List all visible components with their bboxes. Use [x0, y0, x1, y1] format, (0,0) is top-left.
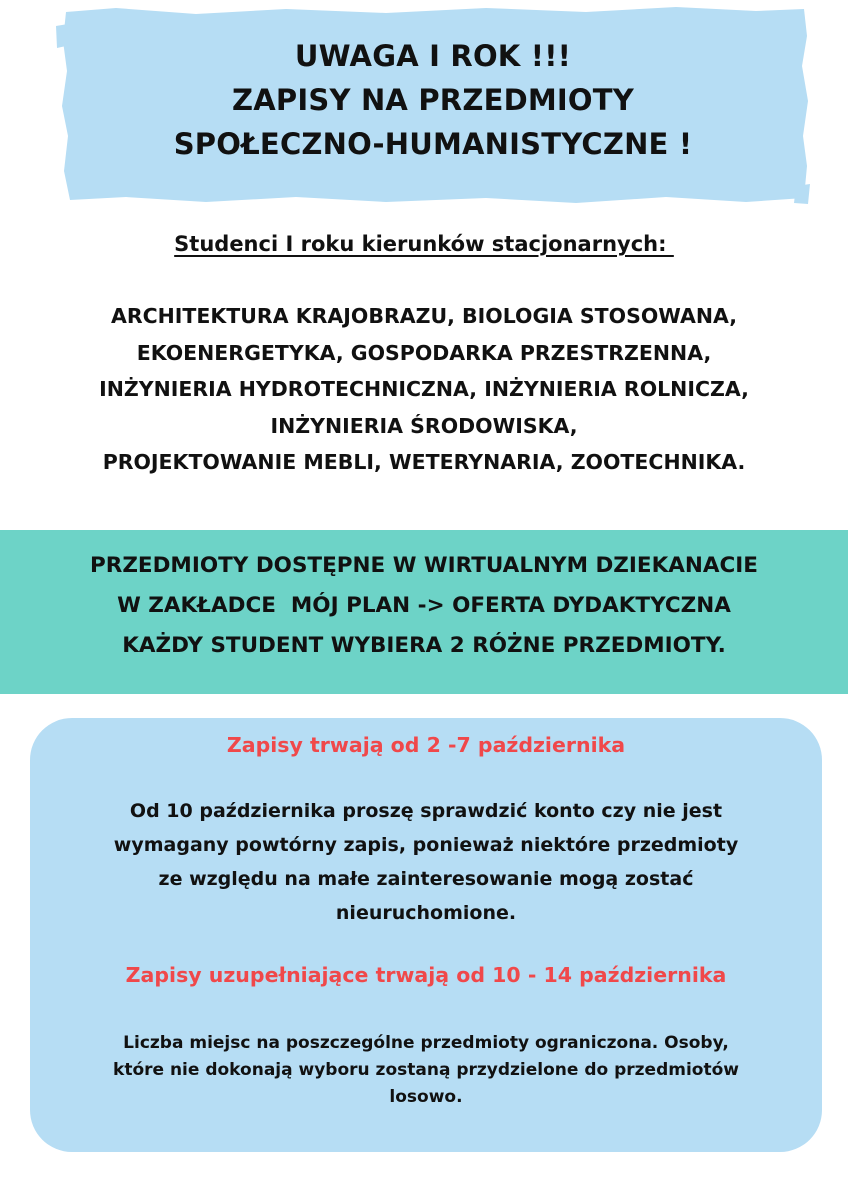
program-line: INŻYNIERIA HYDROTECHNICZNA, INŻYNIERIA ROLNICZA, [99, 377, 749, 401]
subtitle-heading [0, 228, 848, 260]
program-line: PROJEKTOWANIE MEBLI, WETERYNARIA, ZOOTECHNIKA. [102, 450, 746, 474]
check-notice-line: Od 10 października proszę sprawdzić konto czy nie jest [129, 800, 723, 822]
info-box-content [30, 718, 822, 1111]
enrollment-dates: Zapisy trwają od 2 -7 października [226, 733, 626, 757]
check-notice-line: nieuruchomione. [335, 902, 517, 924]
program-list [0, 298, 848, 481]
header-line-1: UWAGA I ROK !!! [294, 39, 572, 73]
teal-band-line-1: PRZEDMIOTY DOSTĘPNE W WIRTUALNYM DZIEKANACIE [90, 553, 758, 578]
check-notice-line: ze względu na małe zainteresowanie mogą zostać [158, 868, 694, 890]
limit-notice-line: Liczba miejsc na poszczególne przedmioty ograniczona. Osoby, [123, 1033, 729, 1053]
header-line-3: SPOŁECZNO-HUMANISTYCZNE ! [173, 127, 693, 161]
teal-band-text [0, 546, 848, 666]
header-title [56, 34, 810, 166]
header-line-2: ZAPISY NA PRZEDMIOTY [232, 83, 634, 117]
limit-notice-line: losowo. [389, 1087, 463, 1107]
program-line: EKOENERGETYKA, GOSPODARKA PRZESTRZENNA, [136, 340, 712, 365]
check-notice-line: wymagany powtórny zapis, ponieważ niektóre przedmioty [113, 834, 739, 856]
program-line: INŻYNIERIA ŚRODOWISKA, [270, 413, 578, 438]
teal-band-line-2: W ZAKŁADCE MÓJ PLAN -> OFERTA DYDAKTYCZNA [117, 593, 731, 618]
program-line: ARCHITEKTURA KRAJOBRAZU, BIOLOGIA STOSOWANA, [110, 304, 738, 328]
teal-band-line-3: KAŻDY STUDENT WYBIERA 2 RÓŻNE PRZEDMIOTY. [122, 633, 726, 658]
subtitle-text: Studenci I roku kierunków stacjonarnych: [174, 232, 674, 256]
limit-notice-line: które nie dokonają wyboru zostaną przydzielone do przedmiotów [113, 1060, 739, 1080]
supplementary-enrollment-dates: Zapisy uzupełniające trwają od 10 - 14 października [125, 963, 727, 987]
